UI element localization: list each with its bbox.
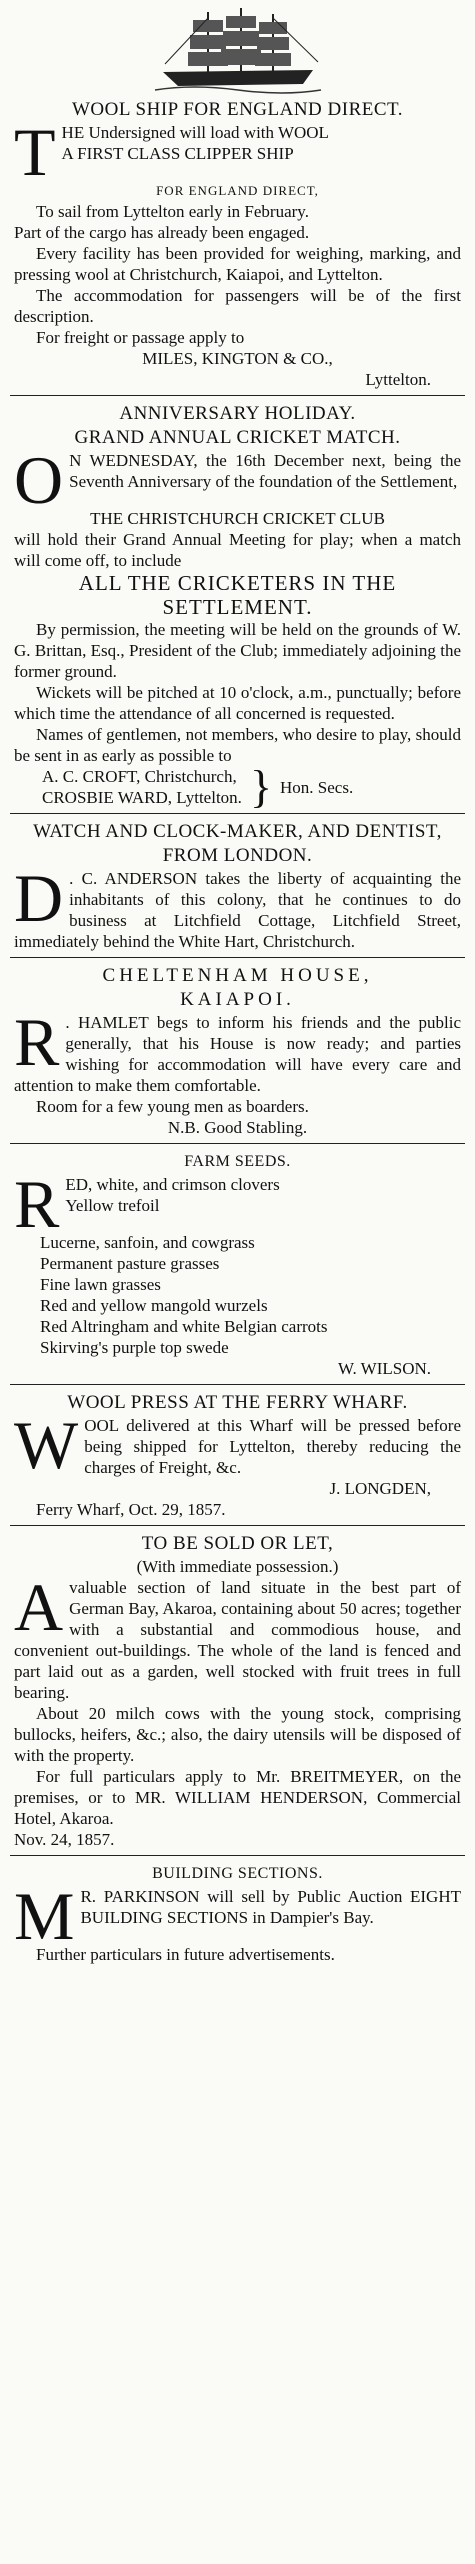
sale-p2: About 20 milch cows with the young stock, comprising bullocks, heifers, &c.; also, the dairy utensils will be disposed of with the property. [14, 1704, 461, 1765]
divider [10, 1525, 465, 1526]
sale-date: Nov. 24, 1857. [14, 1830, 115, 1849]
wool-press-title: WOOL PRESS AT THE FERRY WHARF. [67, 1392, 408, 1413]
wool-press-date: Ferry Wharf, Oct. 29, 1857. [36, 1500, 226, 1519]
sailing-ship-icon [153, 4, 323, 94]
watch-title: WATCH AND CLOCK-MAKER, AND DENTIST, FROM LONDON. [33, 821, 442, 866]
sale-text: valuable section of land situate in the best part of German Bay, Akaroa, containing about 50 acres; together with a substantial and commodious house, and convenient out-buildings. The whole of the land is fenced and part laid out as a garden, well stocked with fruit trees in full bearing. [14, 1578, 461, 1702]
farm-seeds-advert [10, 1150, 465, 1379]
cricket-p2: By permission, the meeting will be held on the grounds of W. G. Brittan, Esq., President of the Club; immediately adjoining the former ground. [14, 620, 461, 681]
sale-advert [10, 1532, 465, 1850]
seeds-item: Skirving's purple top swede [40, 1338, 229, 1357]
cricket-p1: will hold their Grand Annual Meeting for play; when a match will come off, to include [14, 530, 461, 570]
wool-ship-title: WOOL SHIP FOR ENGLAND DIRECT. [72, 99, 403, 120]
seeds-item: Permanent pasture grasses [40, 1254, 220, 1273]
seeds-item: Yellow trefoil [65, 1196, 160, 1215]
drop-cap: O [14, 442, 64, 518]
all-cricketers: ALL THE CRICKETERS IN THE SETTLEMENT. [78, 571, 397, 619]
hon-secs: Hon. Secs. [280, 777, 354, 797]
cheltenham-subtitle: KAIAPOI. [180, 989, 295, 1010]
seeds-first: ED, white, and crimson clovers [65, 1175, 280, 1194]
seeds-item: Red Altringham and white Belgian carrots [40, 1317, 328, 1336]
cricket-p3: Wickets will be pitched at 10 o'clock, a.m., punctually; before which time the attendance of all concerned is requested. [14, 683, 461, 723]
divider [10, 957, 465, 958]
cricket-lead: N WEDNESDAY, the 16th December next, being the Seventh Anniversary of the foundation of the Settlement, [69, 451, 461, 491]
for-england: FOR ENGLAND DIRECT, [156, 183, 319, 198]
sale-p3: For full particulars apply to Mr. BREITMEYER, on the premises, or to MR. WILLIAM HENDERSON, Commercial Hotel, Akaroa. [14, 1767, 461, 1828]
seeds-signer: W. WILSON. [337, 1359, 431, 1378]
divider [10, 813, 465, 814]
watch-text: . C. ANDERSON takes the liberty of acquainting the inhabitants of this colony, that he continues to do business at Litchfield Cottage, Litchfield Street, immediately behind the White Hart, Christchurch. [14, 869, 461, 951]
secretaries-signature [14, 761, 461, 812]
wool-ship-line1: HE Undersigned will load with WOOL [61, 123, 329, 142]
cheltenham-p3: N.B. Good Stabling. [167, 1118, 308, 1137]
divider [10, 1143, 465, 1144]
building-text: R. PARKINSON will sell by Public Auction EIGHT BUILDING SECTIONS in Dampier's Bay. [80, 1887, 461, 1927]
newspaper-column [0, 4, 475, 2564]
drop-cap: D [14, 860, 64, 936]
seeds-item: Fine lawn grasses [40, 1275, 161, 1294]
cheltenham-p2: Room for a few young men as boarders. [36, 1097, 309, 1116]
drop-cap: M [14, 1878, 75, 1954]
sale-title: TO BE SOLD OR LET, [141, 1533, 334, 1554]
brace-icon: } [249, 761, 273, 812]
wool-ship-p5: For freight or passage apply to [36, 328, 245, 347]
seeds-title: FARM SEEDS. [184, 1153, 291, 1170]
drop-cap: R [14, 1004, 60, 1080]
wool-ship-p3: Every facility has been provided for weighing, marking, and pressing wool at Christchurch, Kaiapoi, and Lyttelton. [14, 244, 461, 284]
drop-cap: W [14, 1407, 79, 1483]
building-p2: Further particulars in future advertisements. [36, 1945, 335, 1964]
wool-ship-p4: The accommodation for passengers will be of the first description. [14, 286, 461, 326]
cheltenham-title: CHELTENHAM HOUSE, [102, 965, 373, 986]
secretary-2: CROSBIE WARD, Lyttelton. [42, 788, 242, 807]
wool-press-text: OOL delivered at this Wharf will be pressed before being shipped for Lyttelton, thereby reducing the charges of Freight, &c. [84, 1416, 461, 1477]
wool-ship-p1: To sail from Lyttelton early in February. [36, 202, 309, 221]
wool-ship-p2: Part of the cargo has already been engaged. [14, 223, 310, 242]
building-title: BUILDING SECTIONS. [152, 1865, 323, 1882]
secretary-1: A. C. CROFT, Christchurch, [42, 767, 237, 786]
seeds-item: Lucerne, sanfoin, and cowgrass [40, 1233, 255, 1252]
wool-press-signer: J. LONGDEN, [329, 1479, 431, 1498]
wool-ship-line2: A FIRST CLASS CLIPPER SHIP [61, 144, 294, 163]
seeds-item: Red and yellow mangold wurzels [40, 1296, 268, 1315]
drop-cap: R [14, 1166, 60, 1242]
wool-press-advert [10, 1391, 465, 1520]
cricket-advert [10, 402, 465, 812]
cricket-title2: GRAND ANNUAL CRICKET MATCH. [74, 427, 401, 448]
drop-cap: A [14, 1569, 64, 1645]
divider [10, 395, 465, 396]
wool-ship-place: Lyttelton. [365, 370, 431, 389]
cricket-title1: ANNIVERSARY HOLIDAY. [119, 403, 356, 424]
cricket-p4: Names of gentlemen, not members, who desire to play, should be sent in as early as possible to [14, 725, 461, 765]
cheltenham-advert [10, 964, 465, 1138]
sale-subtitle: (With immediate possession.) [136, 1557, 339, 1576]
drop-cap: T [14, 114, 56, 190]
divider [10, 1855, 465, 1856]
cricket-club: THE CHRISTCHURCH CRICKET CLUB [90, 509, 385, 528]
building-advert [10, 1862, 465, 1965]
watchmaker-advert [10, 820, 465, 952]
wool-ship-firm: MILES, KINGTON & CO., [142, 349, 333, 368]
divider [10, 1384, 465, 1385]
wool-ship-advert [10, 4, 465, 390]
cheltenham-text: . HAMLET begs to inform his friends and the public generally, that his House is now ready; and parties wishing for accommodation will have every care and attention to make them comfortable. [14, 1013, 461, 1095]
